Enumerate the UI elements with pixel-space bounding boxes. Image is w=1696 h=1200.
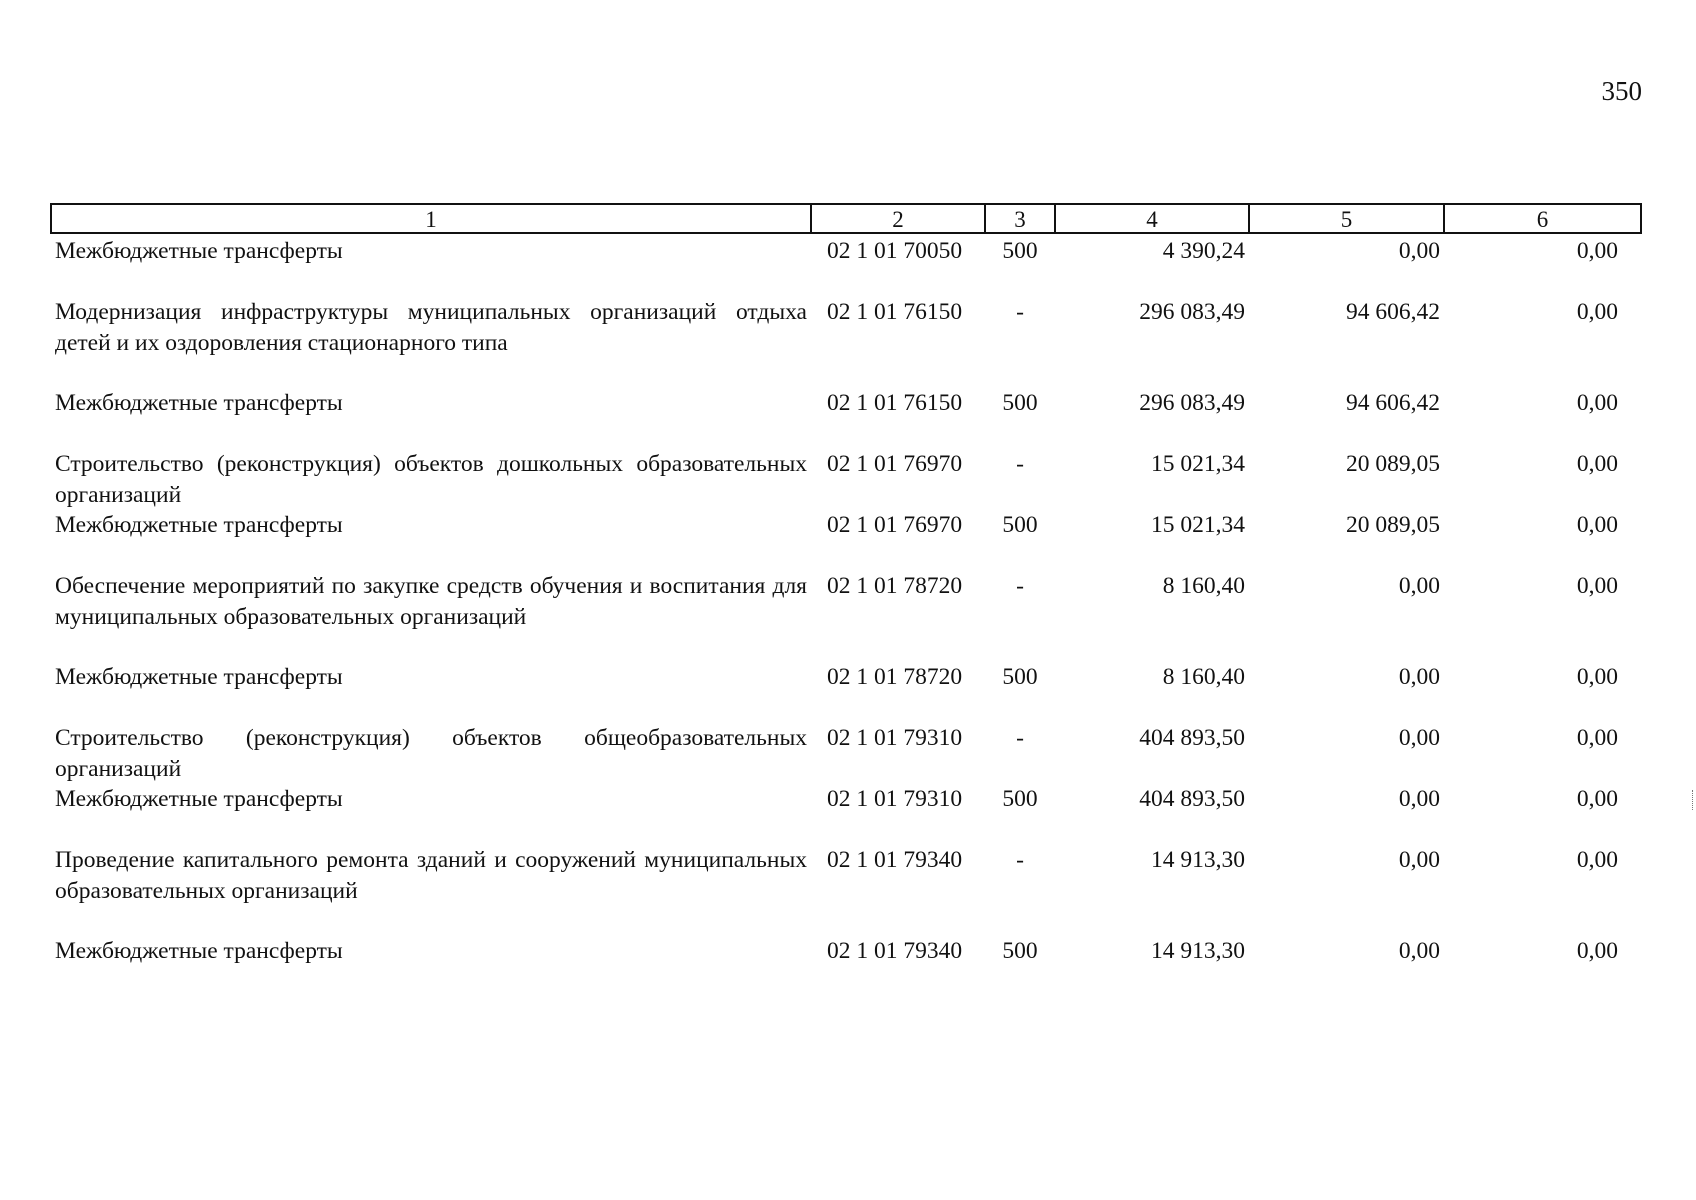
row-value-5: 94 606,42 — [1346, 390, 1440, 416]
row-value-4: 14 913,30 — [1151, 938, 1245, 964]
row-code: 02 1 01 76150 — [827, 390, 963, 416]
row-type: 500 — [1002, 664, 1038, 690]
column-header-2: 2 — [812, 205, 986, 232]
row-value-5: 0,00 — [1398, 725, 1440, 751]
row-value-4: 8 160,40 — [1162, 664, 1245, 690]
row-type: - — [1016, 299, 1024, 325]
page-number: 350 — [1601, 76, 1642, 106]
row-value-6: 0,00 — [1576, 847, 1618, 873]
row-code: 02 1 01 76970 — [827, 451, 963, 477]
row-type: 500 — [1002, 512, 1038, 538]
row-name: Межбюджетные трансферты — [55, 664, 343, 690]
row-name: Строительство (реконструкция) объектов дошкольных образовательных организаций — [55, 451, 807, 508]
row-name: Модернизация инфраструктуры муниципальных организаций отдыха детей и их оздоровления стационарного типа — [55, 299, 807, 356]
row-value-4: 404 893,50 — [1139, 725, 1245, 751]
row-type: 500 — [1002, 938, 1038, 964]
row-value-5: 0,00 — [1398, 573, 1440, 599]
row-code: 02 1 01 78720 — [827, 664, 963, 690]
row-value-4: 15 021,34 — [1151, 512, 1245, 538]
row-value-4: 296 083,49 — [1139, 299, 1245, 325]
row-type: - — [1016, 451, 1024, 477]
column-header-4: 4 — [1056, 205, 1250, 232]
row-value-6: 0,00 — [1576, 573, 1618, 599]
row-value-4: 14 913,30 — [1151, 847, 1245, 873]
row-value-5: 94 606,42 — [1346, 299, 1440, 325]
row-value-6: 0,00 — [1576, 938, 1618, 964]
row-type: - — [1016, 573, 1024, 599]
row-code: 02 1 01 79340 — [827, 847, 963, 873]
row-value-6: 0,00 — [1576, 299, 1618, 325]
row-value-5: 0,00 — [1398, 847, 1440, 873]
row-code: 02 1 01 78720 — [827, 573, 963, 599]
row-name: Строительство (реконструкция) объектов общеобразовательных организаций — [55, 725, 807, 782]
row-value-5: 20 089,05 — [1346, 451, 1440, 477]
row-code: 02 1 01 76970 — [827, 512, 963, 538]
row-name: Межбюджетные трансферты — [55, 512, 343, 538]
row-value-6: 0,00 — [1576, 664, 1618, 690]
row-code: 02 1 01 76150 — [827, 299, 963, 325]
row-value-6: 0,00 — [1576, 512, 1618, 538]
column-header-3: 3 — [986, 205, 1056, 232]
row-value-5: 0,00 — [1398, 938, 1440, 964]
row-value-6: 0,00 — [1576, 451, 1618, 477]
row-name: Проведение капитального ремонта зданий и сооружений муниципальных образовательных организаций — [55, 847, 807, 904]
row-value-5: 0,00 — [1398, 238, 1440, 264]
scan-edge-mark — [1692, 790, 1696, 810]
row-value-6: 0,00 — [1576, 238, 1618, 264]
row-name: Межбюджетные трансферты — [55, 938, 343, 964]
row-value-4: 404 893,50 — [1139, 786, 1245, 812]
row-value-4: 8 160,40 — [1162, 573, 1245, 599]
row-type: 500 — [1002, 238, 1038, 264]
row-name: Межбюджетные трансферты — [55, 238, 343, 264]
row-code: 02 1 01 79310 — [827, 786, 963, 812]
row-value-6: 0,00 — [1576, 725, 1618, 751]
row-value-4: 296 083,49 — [1139, 390, 1245, 416]
row-type: - — [1016, 725, 1024, 751]
row-value-6: 0,00 — [1576, 786, 1618, 812]
row-value-5: 0,00 — [1398, 664, 1440, 690]
row-value-4: 4 390,24 — [1162, 238, 1245, 264]
column-header-6: 6 — [1536, 207, 1549, 232]
row-name: Межбюджетные трансферты — [55, 786, 343, 812]
row-code: 02 1 01 70050 — [827, 238, 963, 264]
row-value-5: 0,00 — [1398, 786, 1440, 812]
row-type: 500 — [1002, 390, 1038, 416]
row-name: Обеспечение мероприятий по закупке средств обучения и воспитания для муниципальных образовательных организаций — [55, 573, 807, 630]
row-name: Межбюджетные трансферты — [55, 390, 343, 416]
row-type: - — [1016, 847, 1024, 873]
row-code: 02 1 01 79340 — [827, 938, 963, 964]
row-value-4: 15 021,34 — [1151, 451, 1245, 477]
row-value-5: 20 089,05 — [1346, 512, 1440, 538]
column-header-5: 5 — [1250, 205, 1445, 232]
row-code: 02 1 01 79310 — [827, 725, 963, 751]
row-value-6: 0,00 — [1576, 390, 1618, 416]
row-type: 500 — [1002, 786, 1038, 812]
column-header-1: 1 — [52, 205, 812, 232]
